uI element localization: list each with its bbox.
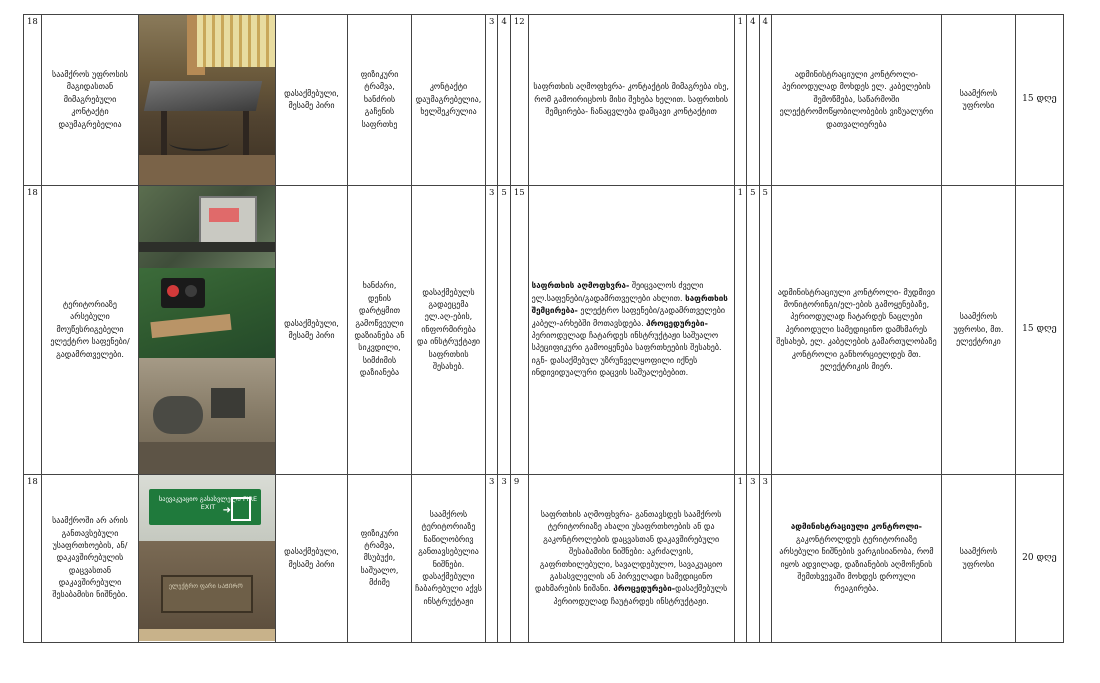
row-number: 18 bbox=[24, 475, 42, 643]
fire-exit-sign-photo bbox=[139, 475, 275, 541]
hazard-photo bbox=[139, 475, 276, 643]
severity-cell: 4 bbox=[498, 15, 510, 186]
risk-level-cell: 12 bbox=[510, 15, 528, 186]
possible-harm-cell: ხანძარი, დენის დარტყმით გამოწვეული დაზიანება ან სიკვდილი, სიმძიმის დაზიანება bbox=[348, 186, 412, 475]
risk-assessment-table bbox=[23, 14, 1064, 643]
existing-measures-cell: დასაქმებულს გადაეცემა ელ.აღ-ების, ინფორმირება და ინსტრუქტაჟი საფრთხის შესახებ. bbox=[412, 186, 486, 475]
probability-cell: 3 bbox=[486, 186, 498, 475]
responsible-person-cell: საამქროს უფროსი bbox=[941, 15, 1015, 186]
possible-harm-cell: ფიზიკური ტრამვა, ხანძრის გაჩენის საფრთხე bbox=[348, 15, 412, 186]
severity-cell: 5 bbox=[498, 186, 510, 475]
risk-level-cell: 9 bbox=[510, 475, 528, 643]
additional-measures-cell: საფრთხის აღმოფხვრა- კონტაქტის მიმაგრება ისე, რომ გამოირიცხოს მისი შეხება ხელით. საფრთხის შემცირება- ჩანაცვლება დამცავი კონტაქტით bbox=[528, 15, 734, 186]
residual-risk-cell: 5 bbox=[759, 186, 771, 475]
hazard-cell: საამქროს უფროსის მაგიდასთან მიმაგრებული კონტაქტი დაუმაგრებელია bbox=[42, 15, 139, 186]
control-measures-cell: ადმინისტრაციული კონტროლი- პერიოდულად მოხდეს ელ. კაბელების შემოწმება, საწარმოში ელექტრომოწყობილობების ვიზუალური დათვალიერება bbox=[771, 15, 941, 186]
office-desk-photo bbox=[139, 15, 275, 185]
residual-probability-cell: 1 bbox=[734, 475, 746, 643]
additional-measures-cell: საფრთხის აღმოფხვრა- განთავსდეს საამქროს ტერიტორიაზე ახალი უსაფრთხოების ან და გაკონტროლების დაცვასთან დაკავშირებული შესაბამისი ნიშნები: აკრძალვის, გაფრთხილებული, სავალდებულო, სავაკუაციო გასასვლელის ან პირველადი სამედიცინო დახმარების ნიშანი. პროცედურები-დასაქმებულს პერიოდულად ჩაუტარდეს ინსტრუქტაჟი. bbox=[528, 475, 734, 643]
motor-photo bbox=[139, 358, 275, 474]
electric-panel-photo bbox=[139, 186, 275, 268]
existing-measures-cell: კონტაქტი დაუმაგრებელია, ხელშეკრულია bbox=[412, 15, 486, 186]
table-row bbox=[24, 186, 1064, 475]
residual-risk-cell: 3 bbox=[759, 475, 771, 643]
fire-exit-text: საევაკუაციო გასასვლელი FIRE EXIT bbox=[158, 495, 258, 512]
door-plaque-photo bbox=[139, 541, 275, 641]
responsible-person-cell: საამქროს უფროსი, მთ. ელექტრიკი bbox=[941, 186, 1015, 475]
control-measures-cell: ადმინისტრაციული კონტროლი- მუდმივი მონიტორინგი/ელ-ების გამოყენებაზე, პერიოდულად ჩატარდეს ნაცლები პერიოდული სამედიცინო დამხმარეს შესახებ, ელ. კაბელების გამართულობაზე კონტროლი განხორციელდეს მთ. ელექტრიკის მიერ. bbox=[771, 186, 941, 475]
residual-severity-cell: 5 bbox=[747, 186, 759, 475]
affected-persons-cell: დასაქმებული, მესამე პირი bbox=[276, 186, 348, 475]
row-number: 18 bbox=[24, 15, 42, 186]
hazard-photo bbox=[139, 186, 276, 475]
table-row bbox=[24, 15, 1064, 186]
existing-measures-cell: საამქროს ტერიტორიაზე ნაწილობრივ განთავსებულია ნიშნები. დასაქმებული ჩაბარებული აქვს ინსტრუქტაჟი bbox=[412, 475, 486, 643]
residual-probability-cell: 1 bbox=[734, 15, 746, 186]
hazard-cell: საამქროში არ არის განთავსებული უსაფრთხოების, ან/ დაკავშირებულის დაცვასთან დაკავშირებული შესაბამისი ნიშნები. bbox=[42, 475, 139, 643]
risk-level-cell: 15 bbox=[510, 186, 528, 475]
hazard-cell: ტერიტორიაზე არსებული მოუწესრიგებელი ელექტრო საფენები/ გადამრთველები. bbox=[42, 186, 139, 475]
row-number: 18 bbox=[24, 186, 42, 475]
probability-cell: 3 bbox=[486, 475, 498, 643]
residual-severity-cell: 4 bbox=[747, 15, 759, 186]
affected-persons-cell: დასაქმებული, მესამე პირი bbox=[276, 15, 348, 186]
table-row bbox=[24, 475, 1064, 643]
residual-risk-cell: 4 bbox=[759, 15, 771, 186]
affected-persons-cell: დასაქმებული, მესამე პირი bbox=[276, 475, 348, 643]
deadline-cell: 15 დღე bbox=[1015, 15, 1063, 186]
deadline-cell: 20 დღე bbox=[1015, 475, 1063, 643]
residual-severity-cell: 3 bbox=[747, 475, 759, 643]
responsible-person-cell: საამქროს უფროსი bbox=[941, 475, 1015, 643]
residual-probability-cell: 1 bbox=[734, 186, 746, 475]
deadline-cell: 15 დღე bbox=[1015, 186, 1063, 475]
possible-harm-cell: ფიზიკური ტრამვა, მსუბუქი, საშუალო, მძიმე bbox=[348, 475, 412, 643]
severity-cell: 3 bbox=[498, 475, 510, 643]
switch-box-photo bbox=[139, 268, 275, 358]
arrow-icon: ➜ bbox=[222, 505, 231, 516]
control-measures-cell: ადმინისტრაციული კონტროლი- გაკონტროლდეს ტერიტორიაზე არსებული ნიშნების ვარგისიანობა, რომ იყოს ადვილად, დაზიანების აღმოჩენის შემთხვევაში მოხდეს დროული რეაგირება. bbox=[771, 475, 941, 643]
hazard-photo bbox=[139, 15, 276, 186]
running-man-icon bbox=[231, 497, 251, 521]
additional-measures-cell: საფრთხის აღმოფხვრა- შეიცვალოს ძველი ელ.საფენები/გადამრთველები ახლით. საფრთხის შემცირება- ელექტრო საფენები/გადამრთველები კაბელ-არხებში მოთავსდება. პროცედურები- პერიოდულად ჩატარდეს ინსტრუქტაჟი საშუალო სპეციფიკური გამოიყენება საფრთხეების შესახებ. იგნ- დასაქმებულ უზრუნველყოფილი იქნეს ინდივიდუალური დაცვის საშუალებებით. bbox=[528, 186, 734, 475]
plaque-text: ელექტრო ფარი ᲡᲐᲭᲘᲠᲝ bbox=[169, 583, 243, 590]
probability-cell: 3 bbox=[486, 15, 498, 186]
